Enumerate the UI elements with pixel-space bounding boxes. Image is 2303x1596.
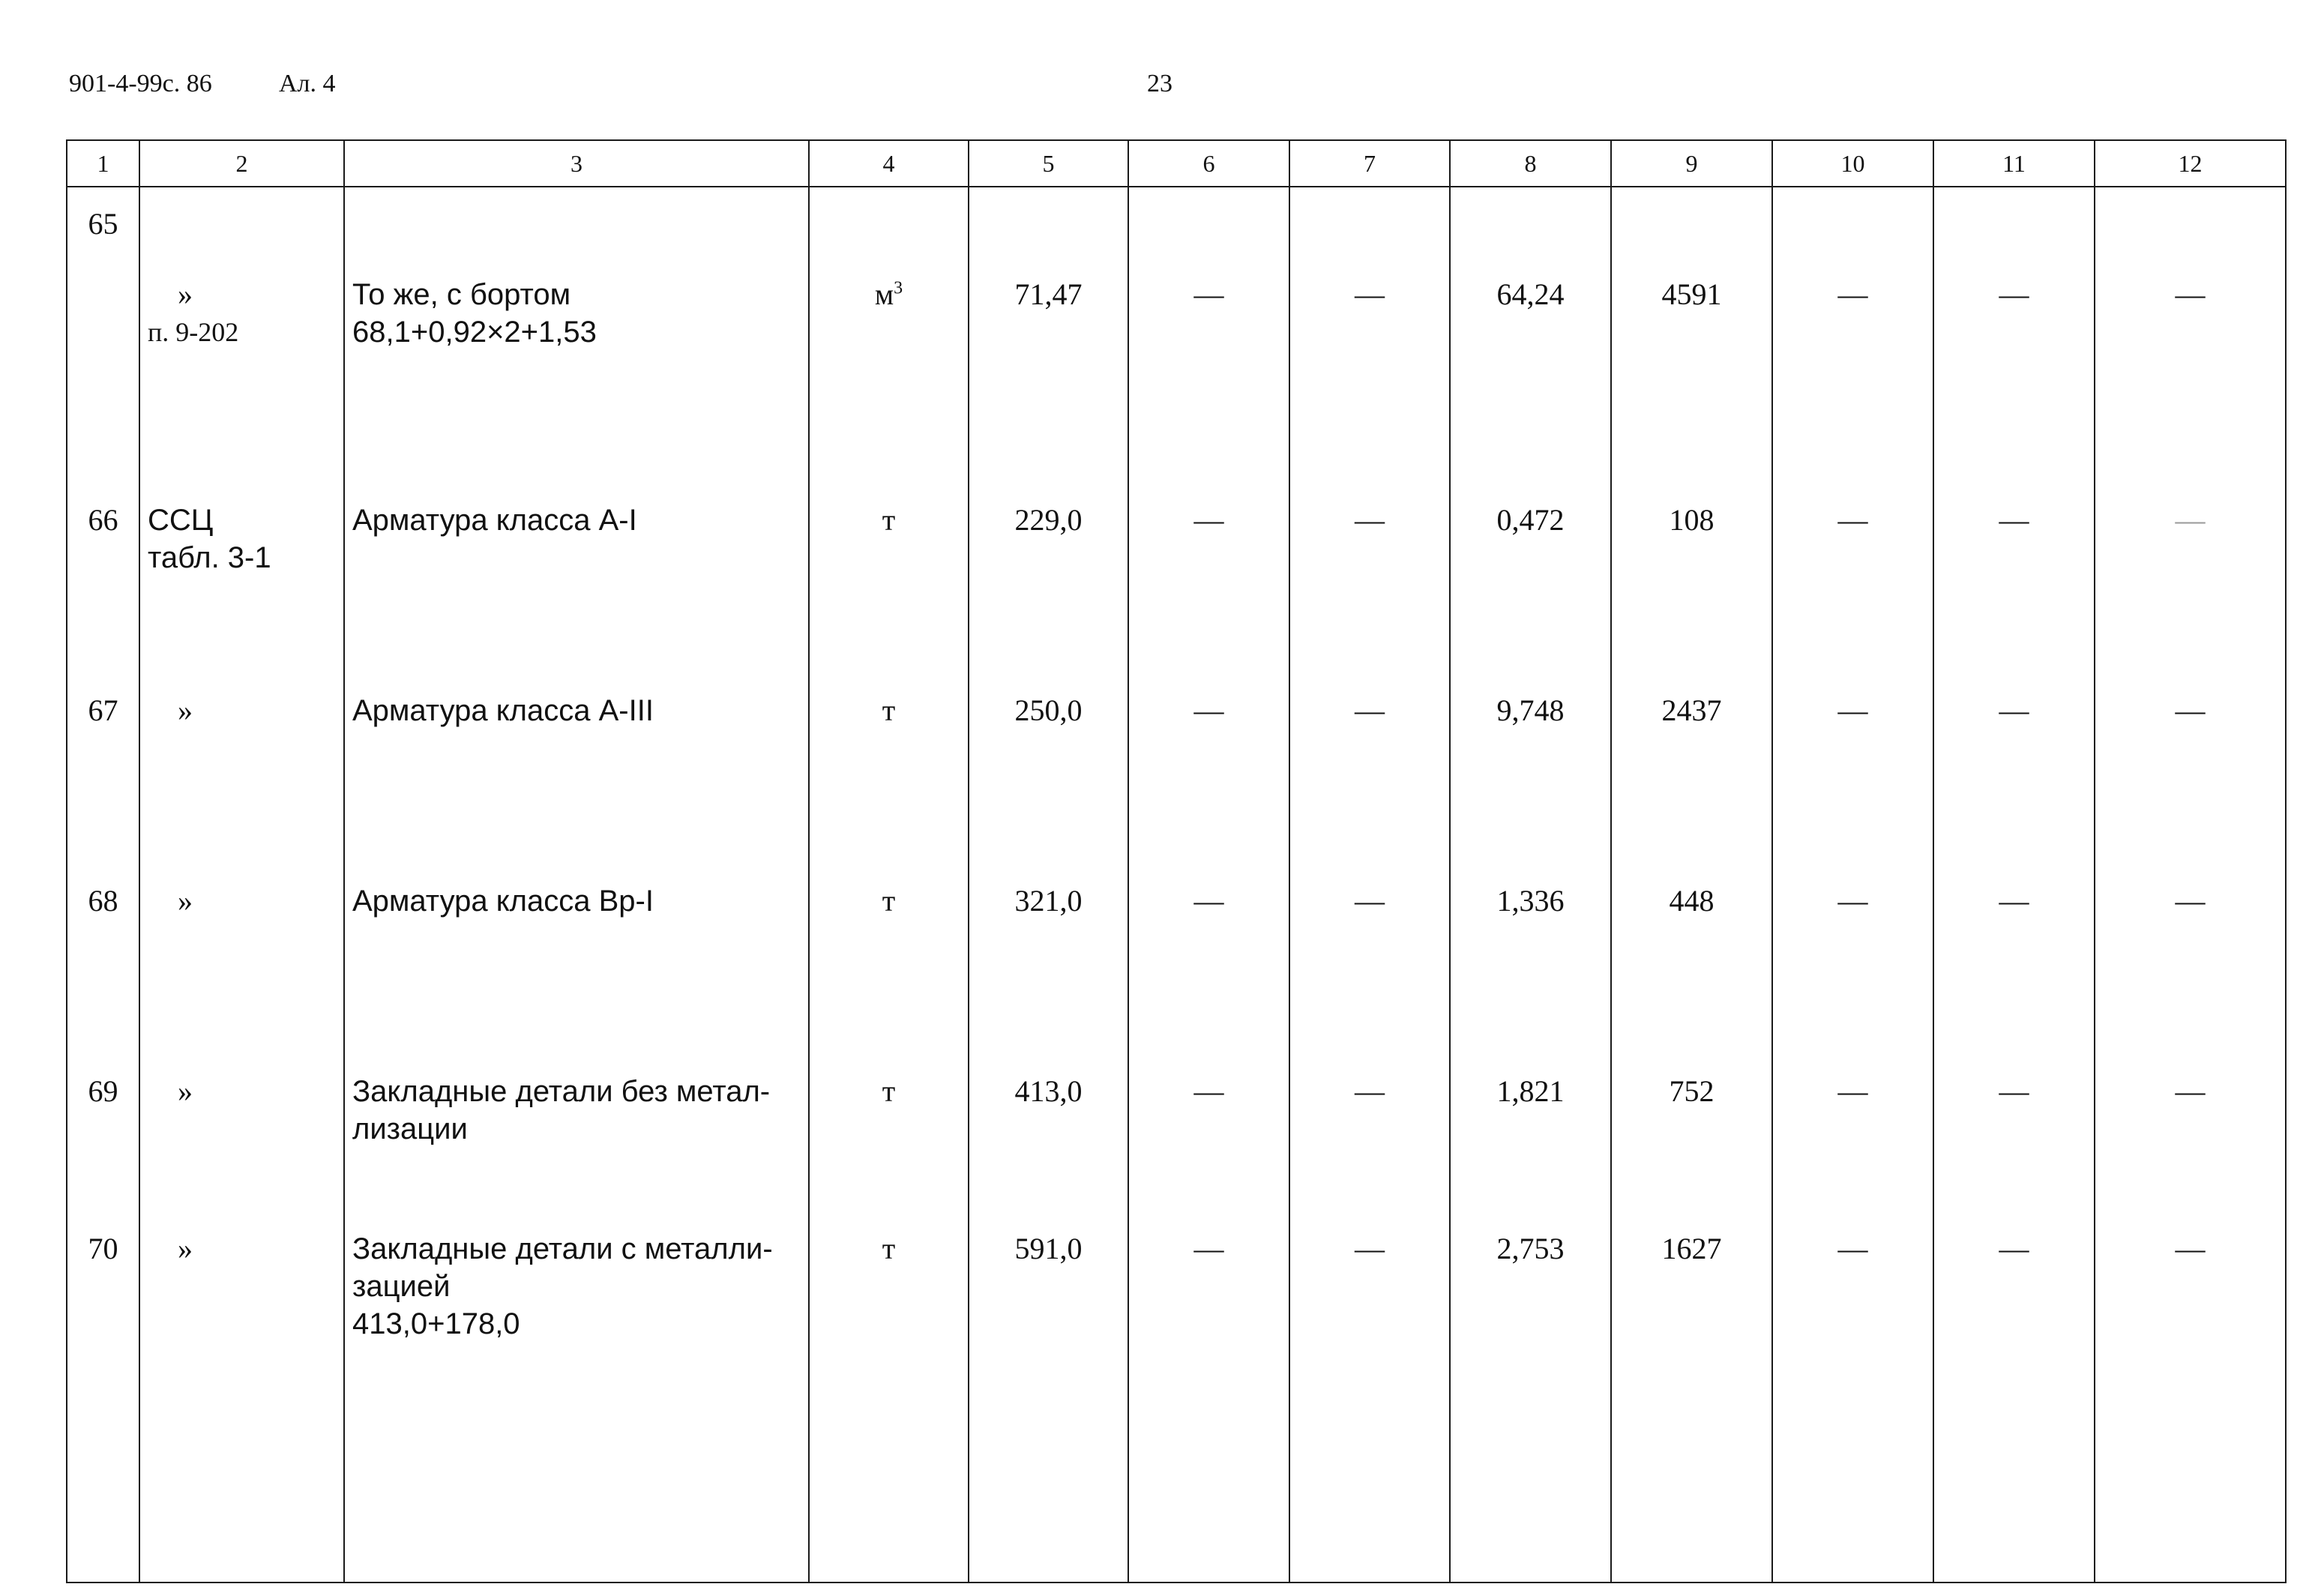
column-header: 12 — [2095, 140, 2286, 187]
col9-value: 448 — [1611, 794, 1772, 984]
unit-superscript: 3 — [894, 278, 903, 298]
item-description — [344, 603, 809, 794]
source-reference — [139, 1209, 344, 1583]
column-header: 9 — [1611, 140, 1772, 187]
unit — [809, 187, 969, 412]
description-line: Арматура класса А-III — [352, 694, 654, 727]
item-description — [344, 984, 809, 1209]
source-line: п. 9-202 — [148, 317, 239, 347]
source-line: ССЦ — [148, 504, 214, 537]
row-number: 70 — [67, 1209, 139, 1583]
column-header: 3 — [344, 140, 809, 187]
col5-value: 591,0 — [969, 1209, 1128, 1583]
column-header: 5 — [969, 140, 1128, 187]
unit-text: т — [882, 1074, 896, 1108]
row-number: 65 — [67, 187, 139, 412]
column-header: 7 — [1289, 140, 1450, 187]
col9-value: 1627 — [1611, 1209, 1772, 1583]
source-reference — [139, 984, 344, 1209]
source-line: » — [178, 693, 193, 727]
col12-value: — — [2095, 1209, 2286, 1583]
col9-value: 752 — [1611, 984, 1772, 1209]
col12-value: — — [2095, 412, 2286, 603]
estimate-table — [66, 139, 2287, 1583]
unit — [809, 984, 969, 1209]
col11-value: — — [1933, 794, 2095, 984]
unit — [809, 1209, 969, 1583]
unit-text: т — [882, 884, 896, 918]
col11-value: — — [1933, 984, 2095, 1209]
col5-value: 71,47 — [969, 187, 1128, 412]
row-number: 68 — [67, 794, 139, 984]
table-row — [67, 603, 2286, 794]
col9-value: 108 — [1611, 412, 1772, 603]
column-header: 4 — [809, 140, 969, 187]
col5-value: 250,0 — [969, 603, 1128, 794]
column-header: 6 — [1128, 140, 1289, 187]
row-number: 69 — [67, 984, 139, 1209]
source-line: » — [178, 277, 193, 311]
unit — [809, 412, 969, 603]
unit-text: т — [882, 503, 896, 537]
col6-value: — — [1128, 984, 1289, 1209]
description-line: Закладные детали с металли- — [352, 1232, 773, 1265]
col5-value: 229,0 — [969, 412, 1128, 603]
table-row — [67, 1209, 2286, 1583]
column-header: 8 — [1450, 140, 1611, 187]
col7-value: — — [1289, 603, 1450, 794]
column-header: 10 — [1772, 140, 1933, 187]
item-description — [344, 187, 809, 412]
column-header: 11 — [1933, 140, 2095, 187]
unit-text: м — [874, 277, 894, 311]
table-row — [67, 984, 2286, 1209]
col8-value: 1,821 — [1450, 984, 1611, 1209]
item-description — [344, 412, 809, 603]
col8-value: 2,753 — [1450, 1209, 1611, 1583]
source-line: табл. 3-1 — [148, 541, 271, 574]
col6-value: — — [1128, 187, 1289, 412]
col7-value: — — [1289, 1209, 1450, 1583]
source-line: » — [178, 884, 193, 918]
table-row — [67, 794, 2286, 984]
col6-value: — — [1128, 603, 1289, 794]
col9-value: 2437 — [1611, 603, 1772, 794]
description-line: зацией — [352, 1270, 451, 1303]
column-header: 1 — [67, 140, 139, 187]
col7-value: — — [1289, 984, 1450, 1209]
col10-value: — — [1772, 412, 1933, 603]
col11-value: — — [1933, 412, 2095, 603]
description-line: 413,0+178,0 — [352, 1307, 520, 1340]
col5-value: 321,0 — [969, 794, 1128, 984]
col11-value: — — [1933, 603, 2095, 794]
description-line: Арматура класса Вр-I — [352, 885, 654, 918]
col10-value: — — [1772, 187, 1933, 412]
col12-value: — — [2095, 984, 2286, 1209]
description-line: То же, с бортом — [352, 278, 571, 311]
col11-value: — — [1933, 187, 2095, 412]
page-number: 23 — [1147, 70, 1172, 97]
col8-value: 1,336 — [1450, 794, 1611, 984]
item-description — [344, 794, 809, 984]
unit-text: т — [882, 693, 896, 727]
table-row — [67, 412, 2286, 603]
col12-value: — — [2095, 794, 2286, 984]
unit-text: т — [882, 1232, 896, 1265]
row-number: 67 — [67, 603, 139, 794]
item-description — [344, 1209, 809, 1583]
sheet-label: Ал. 4 — [279, 70, 336, 97]
description-line: 68,1+0,92×2+1,53 — [352, 316, 597, 349]
col6-value: — — [1128, 794, 1289, 984]
description-line: Арматура класса А-I — [352, 504, 637, 537]
col8-value: 9,748 — [1450, 603, 1611, 794]
col12-value: — — [2095, 603, 2286, 794]
unit — [809, 603, 969, 794]
col6-value: — — [1128, 412, 1289, 603]
table-row — [67, 187, 2286, 412]
description-line: лизации — [352, 1112, 468, 1145]
col7-value: — — [1289, 187, 1450, 412]
source-reference — [139, 603, 344, 794]
col5-value: 413,0 — [969, 984, 1128, 1209]
col10-value: — — [1772, 984, 1933, 1209]
header-row — [67, 140, 2286, 187]
unit — [809, 794, 969, 984]
col10-value: — — [1772, 1209, 1933, 1583]
col8-value: 64,24 — [1450, 187, 1611, 412]
col11-value: — — [1933, 1209, 2095, 1583]
source-line: » — [178, 1232, 193, 1265]
col6-value: — — [1128, 1209, 1289, 1583]
col7-value: — — [1289, 794, 1450, 984]
document-code: 901-4-99c. 86 — [69, 70, 212, 97]
source-reference — [139, 794, 344, 984]
col10-value: — — [1772, 603, 1933, 794]
col7-value: — — [1289, 412, 1450, 603]
source-line: » — [178, 1074, 193, 1108]
source-reference — [139, 187, 344, 412]
description-line: Закладные детали без метал- — [352, 1075, 771, 1108]
col10-value: — — [1772, 794, 1933, 984]
col12-value: — — [2095, 187, 2286, 412]
row-number: 66 — [67, 412, 139, 603]
column-header: 2 — [139, 140, 344, 187]
source-reference — [139, 412, 344, 603]
col8-value: 0,472 — [1450, 412, 1611, 603]
col9-value: 4591 — [1611, 187, 1772, 412]
